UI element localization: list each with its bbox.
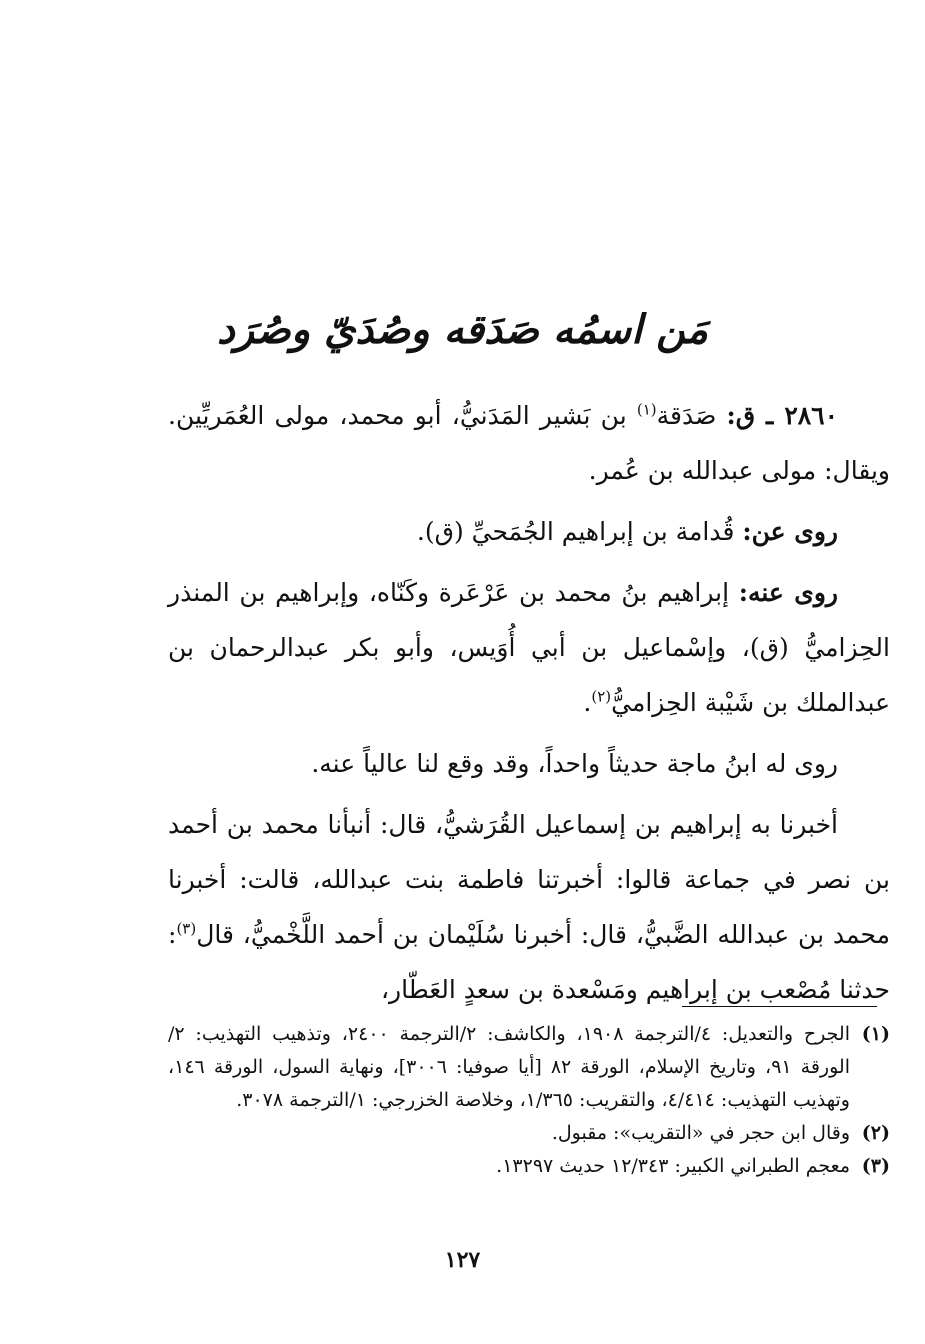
footnote-text: معجم الطبراني الكبير: ١٢/٣٤٣ حديث ١٣٢٩٧. bbox=[496, 1155, 850, 1177]
footnote-number: (٢) bbox=[861, 1122, 890, 1144]
footnote-text: وقال ابن حجر في «التقريب»: مقبول. bbox=[551, 1122, 850, 1144]
footnote-1 bbox=[168, 1018, 890, 1117]
footnote-divider bbox=[682, 1006, 877, 1007]
ibn-majah-paragraph: روى له ابنُ ماجة حديثاً واحداً، وقد وقع لنا عالياً عنه. bbox=[311, 749, 838, 778]
entry-number: ٢٨٦٠ ـ ق: bbox=[726, 401, 839, 430]
isnad-text: أخبرنا به إبراهيم بن إسماعيل القُرَشيُّ، قال: أنبأنا محمد بن أحمد بن نصر في جماعة قالوا: أخبرتنا فاطمة بنت عبدالله، قالت: أخبرنا محمد بن عبدالله الضَّبيُّ، قال: أخبرنا سُلَيْمان بن أحمد اللَّخْميُّ، قال bbox=[168, 810, 890, 949]
entry-name: صَدَقة bbox=[656, 401, 717, 430]
footnote-number: (١) bbox=[861, 1023, 890, 1045]
main-text bbox=[168, 388, 890, 1023]
rawa-anhu-paragraph bbox=[168, 565, 890, 730]
rawa-anhu-end: . bbox=[583, 688, 592, 717]
footnote-ref-1: (١) bbox=[636, 400, 657, 419]
footnote-3 bbox=[168, 1150, 890, 1183]
rawa-anhu-text: إبراهيم بنُ محمد بن عَرْعَرة وكَنّاه، وإبراهيم بن المنذر الحِزاميُّ (ق)، وإسْماعيل بن أبي أُوَيس، وأبو بكر عبدالرحمان بن عبدالملك بن شَيْبة الحِزاميُّ bbox=[168, 578, 890, 717]
footnote-text: الجرح والتعديل: ٤/الترجمة ١٩٠٨، والكاشف: ٢/الترجمة ٢٤٠٠، وتذهيب التهذيب: ٢/الورقة ٩١، وتاريخ الإسلام، الورقة ٨٢ [أيا صوفيا: ٣٠٠٦]، ونهاية السول، الورقة ١٤٦، وتهذيب التهذيب: ٤/٤١٤، والتقريب: ١/٣٦٥، وخلاصة الخزرجي: ١/الترجمة ٣٠٧٨. bbox=[168, 1023, 850, 1111]
footnote-ref-3: (٣) bbox=[176, 919, 197, 938]
rawa-an-text: قُدامة بن إبراهيم الجُمَحيِّ (ق). bbox=[416, 517, 735, 546]
rawa-an-label: روى عن: bbox=[742, 517, 838, 546]
isnad-text-end: : حدثنا مُصْعب بن إبراهيم ومَسْعدة بن سعدٍ العَطّار، bbox=[168, 920, 890, 1004]
footnotes bbox=[168, 1018, 890, 1183]
rawa-anhu-label: روى عنه: bbox=[738, 578, 838, 607]
footnote-ref-2: (٢) bbox=[591, 687, 612, 706]
section-heading: مَن اسمُه صَدَقه وصُدَيّ وصُرَد bbox=[216, 306, 709, 353]
entry-paragraph bbox=[168, 388, 890, 498]
page-number: ١٢٧ bbox=[444, 1247, 481, 1273]
rawa-an-paragraph bbox=[168, 504, 890, 559]
isnad-paragraph bbox=[168, 797, 890, 1017]
entry-text: بن بَشير المَدَنيُّ، أبو محمد، مولى العُمَريِّين. ويقال: مولى عبدالله بن عُمر. bbox=[168, 401, 890, 485]
footnote-number: (٣) bbox=[861, 1155, 890, 1177]
footnote-2 bbox=[168, 1117, 890, 1150]
